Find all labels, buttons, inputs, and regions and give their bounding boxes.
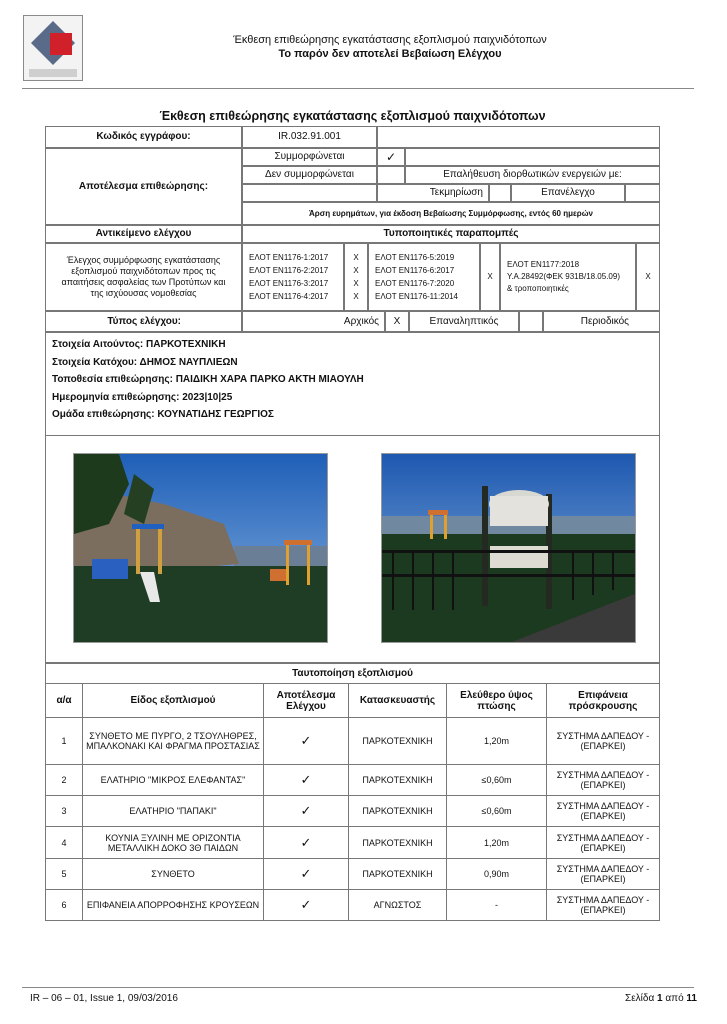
playground-photo-left [73,453,328,643]
ref-mark: X [353,279,359,288]
cell-fall-height: 1,20m [447,718,547,765]
date-info: Ημερομηνία επιθεώρησης: 2023|10|25 [52,391,233,403]
recheck-mark [625,184,660,202]
cell-fall-height: 0,90m [447,859,547,890]
code-label: Κωδικός εγγράφου: [45,126,242,148]
table-row [46,796,660,827]
complies-check: ✓ [377,148,405,166]
cell-index: 3 [46,796,83,827]
col-header: Είδος εξοπλισμού [83,684,264,718]
header-title: Έκθεση επιθεώρησης εγκατάστασης εξοπλισμού παιχνιδότοπων [233,34,547,46]
cell-result: ✓ [264,718,349,765]
table-row [46,827,660,859]
cell-manufacturer: ΑΓΝΩΣΤΟΣ [349,890,447,921]
col-header: Ελεύθερο ύψος πτώσης [447,684,547,718]
col-header: Αποτέλεσμα Ελέγχου [264,684,349,718]
cell-index: 2 [46,765,83,796]
evidence-mark [489,184,511,202]
ref-item: ΕΛΟΤ EN1176-1:2017 [249,253,329,262]
cell-index: 1 [46,718,83,765]
lift-findings-note: Άρση ευρημάτων, για έκδοση Βεβαίωσης Συμμόρφωσης, εντός 60 ημερών [242,202,660,225]
cell-manufacturer: ΠΑΡΚΟΤΕΧΝΙΚΗ [349,827,447,859]
owner-info: Στοιχεία Κατόχου: ΔΗΜΟΣ ΝΑΥΠΛΙΕΩΝ [52,356,238,368]
col-header: Επιφάνεια πρόσκρουσης [547,684,660,718]
header-disclaimer: Το παρόν δεν αποτελεί Βεβαίωση Ελέγχου [278,48,502,60]
cell-surface: ΣΥΣΤΗΜΑ ΔΑΠΕΔΟΥ - (ΕΠΑΡΚΕΙ) [547,796,660,827]
team-info: Ομάδα επιθεώρησης: ΚΟΥΝΑΤΙΔΗΣ ΓΕΩΡΓΙΟΣ [52,409,274,420]
page-prefix: Σελίδα [625,993,658,1004]
ref-mark: X [353,292,359,301]
ref-mark: X [353,253,359,262]
evidence-label: Τεκμηρίωση [377,184,489,202]
refs-col2 [368,243,480,311]
complies-empty [405,148,660,166]
ref-item: ΕΛΟΤ EN1176-2:2017 [249,266,329,275]
refs-col2-mark: X [480,243,500,311]
header-divider [22,88,694,89]
cell-result: ✓ [264,796,349,827]
cell-result: ✓ [264,859,349,890]
cell-manufacturer: ΠΑΡΚΟΤΕΧΝΙΚΗ [349,859,447,890]
complies-label: Συμμορφώνεται [242,148,377,166]
cell-manufacturer: ΠΑΡΚΟΤΕΧΝΙΚΗ [349,796,447,827]
cell-fall-height: ≤0,60m [447,796,547,827]
cell-type: ΣΥΝΘΕΤΟ ΜΕ ΠΥΡΓΟ, 2 ΤΣΟΥΛΗΘΡΕΣ, ΜΠΑΛΚΟΝΑΚΙ ΚΑΙ ΦΡΑΓΜΑ ΠΡΟΣΤΑΣΙΑΣ [83,718,264,765]
footer-divider [22,987,694,988]
table-row [46,859,660,890]
page-total: 11 [686,993,697,1004]
cell-surface: ΣΥΣΤΗΜΑ ΔΑΠΕΔΟΥ - (ΕΠΑΡΚΕΙ) [547,890,660,921]
object-label: Αντικείμενο ελέγχου [45,225,242,243]
equipment-header-row [46,684,660,718]
refs-col1-marks [344,243,368,311]
ref-item: Υ.Α.28492(ΦΕΚ 931Β/18.05.09) [507,272,620,281]
ref-item: ΕΛΟΤ EN1176-4:2017 [249,292,329,301]
refs-col3-mark: X [636,243,660,311]
ref-item: ΕΛΟΤ EN1176-5:2019 [375,253,455,262]
ref-item: ΕΛΟΤ EN1176-11:2014 [375,292,459,301]
page-mid: από [662,993,687,1004]
not-complies-label: Δεν συμμορφώνεται [242,166,377,184]
cell-index: 5 [46,859,83,890]
inspection-form [45,126,660,332]
location-info: Τοποθεσία επιθεώρησης: ΠΑΙΔΙΚΗ ΧΑΡΑ ΠΑΡΚΟ ΑΚΤΗ ΜΙΑΟΥΛΗ [52,374,364,385]
not-complies-mark [377,166,405,184]
cell-type: ΣΥΝΘΕΤΟ [83,859,264,890]
col-header: Κατασκευαστής [349,684,447,718]
type-initial: Αρχικός [242,311,385,332]
cell-fall-height: 1,20m [447,827,547,859]
footer-doc-ref: IR – 06 – 01, Issue 1, 09/03/2016 [30,993,178,1004]
object-description: Έλεγχος συμμόρφωσης εγκατάστασης εξοπλισμού παιχνιδότοπων προς τις απαιτήσεις ασφαλείας των Προτύπων και της ισχύουσας νομοθεσίας [45,243,242,311]
cell-index: 4 [46,827,83,859]
cell-index: 6 [46,890,83,921]
cell-surface: ΣΥΣΤΗΜΑ ΔΑΠΕΔΟΥ - (ΕΠΑΡΚΕΙ) [547,827,660,859]
type-repeat: Επαναληπτικός [409,311,519,332]
col-header: α/α [46,684,83,718]
equipment-title: Ταυτοποίηση εξοπλισμού [46,664,660,684]
cell-result: ✓ [264,765,349,796]
ref-item: ΕΛΟΤ EN1176-7:2020 [375,279,455,288]
playground-photo-right [381,453,636,643]
cell-result: ✓ [264,827,349,859]
ref-item: ΕΛΟΤ EN1176-6:2017 [375,266,455,275]
code-value: IR.032.91.001 [242,126,377,148]
cell-fall-height: ≤0,60m [447,765,547,796]
type-label: Τύπος ελέγχου: [45,311,242,332]
document-title: Έκθεση επιθεώρησης εγκατάστασης εξοπλισμού παιχνιδότοπων [159,109,546,123]
refs-label: Τυποποιητικές παραπομπές [242,225,660,243]
table-row [46,890,660,921]
cell-surface: ΣΥΣΤΗΜΑ ΔΑΠΕΔΟΥ - (ΕΠΑΡΚΕΙ) [547,765,660,796]
verify-empty [242,184,377,202]
cell-type: ΚΟΥΝΙΑ ΞΥΛΙΝΗ ΜΕ ΟΡΙΖΟΝΤΙΑ ΜΕΤΑΛΛΙΚΗ ΔΟΚΟ 3Θ ΠΑΙΔΩΝ [83,827,264,859]
code-empty-cell [377,126,660,148]
table-row [46,765,660,796]
ref-mark: X [353,266,359,275]
inspection-info [45,332,660,436]
cell-result: ✓ [264,890,349,921]
ref-item: ΕΛΟΤ EN1177:2018 [507,260,580,269]
type-repeat-mark [519,311,543,332]
page-current: 1 [657,993,663,1004]
cell-type: ΕΛΑΤΗΡΙΟ "ΠΑΠΑΚΙ" [83,796,264,827]
result-label: Αποτέλεσμα επιθεώρησης: [45,148,242,225]
ref-item: ΕΛΟΤ EN1176-3:2017 [249,279,329,288]
ref-item: & τροποποιητικές [507,284,569,293]
cell-surface: ΣΥΣΤΗΜΑ ΔΑΠΕΔΟΥ - (ΕΠΑΡΚΕΙ) [547,859,660,890]
photos-block [45,436,660,663]
octocert-logo [23,15,83,81]
type-periodic: Περιοδικός [543,311,660,332]
cell-manufacturer: ΠΑΡΚΟΤΕΧΝΙΚΗ [349,718,447,765]
cell-type: ΕΛΑΤΗΡΙΟ "ΜΙΚΡΟΣ ΕΛΕΦΑΝΤΑΣ" [83,765,264,796]
verify-label: Επαλήθευση διορθωτικών ενεργειών με: [405,166,660,184]
refs-col1 [242,243,344,311]
operator-info: Στοιχεία Αιτούντος: ΠΑΡΚΟΤΕΧΝΙΚΗ [52,339,226,350]
cell-manufacturer: ΠΑΡΚΟΤΕΧΝΙΚΗ [349,765,447,796]
refs-col3 [500,243,636,311]
table-row [46,718,660,765]
cell-fall-height: - [447,890,547,921]
type-initial-mark: X [385,311,409,332]
equipment-table [45,663,660,921]
footer-page-number [625,993,697,1004]
cell-type: ΕΠΙΦΑΝΕΙΑ ΑΠΟΡΡΟΦΗΣΗΣ ΚΡΟΥΣΕΩΝ [83,890,264,921]
cell-surface: ΣΥΣΤΗΜΑ ΔΑΠΕΔΟΥ - (ΕΠΑΡΚΕΙ) [547,718,660,765]
recheck-label: Επανέλεγχο [511,184,625,202]
